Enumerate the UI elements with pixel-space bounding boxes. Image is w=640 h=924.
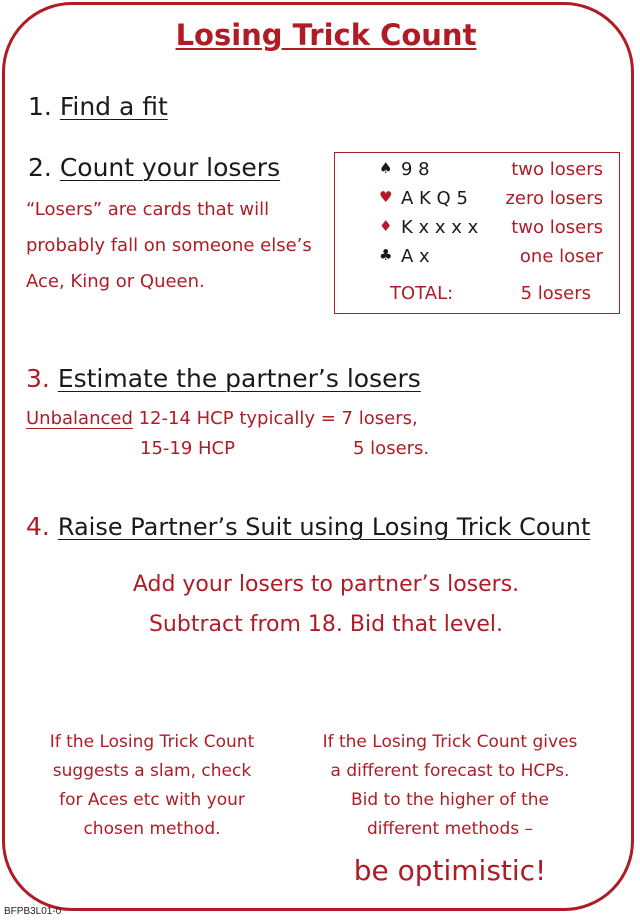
hand-row: ♥ A K Q 5 zero losers: [379, 188, 603, 209]
hand-row: ♠ 9 8 two losers: [379, 159, 603, 180]
step-1-label: Find a fit: [59, 92, 168, 121]
rule-line-1: Add your losers to partner’s losers.: [132, 572, 520, 597]
step-4-number: 4.: [26, 512, 50, 541]
diamond-icon: ♦: [379, 217, 393, 235]
footer-code: BFPB3L01-0: [4, 906, 62, 917]
hand-row: ♣ A x one loser: [379, 246, 603, 267]
step-2-label: Count your losers: [59, 153, 281, 182]
hcp-line-2: 15-19 HCP: [140, 438, 235, 459]
page-title: Losing Trick Count: [175, 18, 477, 52]
step-3-number: 3.: [26, 364, 50, 393]
losers-explanation: “Losers” are cards that will probably fall on someone else’s Ace, King or Queen.: [26, 199, 312, 292]
step-2-number: 2.: [28, 153, 52, 182]
hcp-line-1: 12-14 HCP typically = 7 losers,: [138, 408, 418, 429]
step-3-label: Estimate the partner’s losers: [57, 364, 421, 393]
step-4-label: Raise Partner’s Suit using Losing Trick Count: [57, 513, 591, 541]
slam-tip: If the Losing Trick Count suggests a slam, check for Aces etc with your chosen method.: [49, 732, 255, 839]
step-1: [28, 92, 168, 121]
hand-row: ♦ K x x x x two losers: [379, 217, 603, 238]
step-2: [28, 153, 280, 182]
unbalanced-label: Unbalanced: [26, 408, 133, 429]
step-3: [26, 364, 421, 393]
unbalanced-line: [26, 408, 418, 429]
spade-icon: ♠: [379, 159, 393, 177]
total-row: [335, 283, 619, 312]
forecast-tip: If the Losing Trick Count gives a different forecast to HCPs. Bid to the higher of the different methods –: [322, 732, 578, 839]
hcp-line-2-losers: 5 losers.: [353, 438, 430, 459]
total-value: 5 losers: [520, 283, 591, 304]
club-icon: ♣: [379, 246, 393, 264]
optimistic-note: be optimistic!: [353, 854, 547, 887]
example-hand-box: [334, 152, 620, 314]
step-1-number: 1.: [28, 92, 52, 121]
step-4: [26, 512, 590, 541]
total-label: TOTAL:: [390, 283, 454, 304]
heart-icon: ♥: [379, 188, 393, 206]
rule-line-2: Subtract from 18. Bid that level.: [148, 612, 504, 637]
